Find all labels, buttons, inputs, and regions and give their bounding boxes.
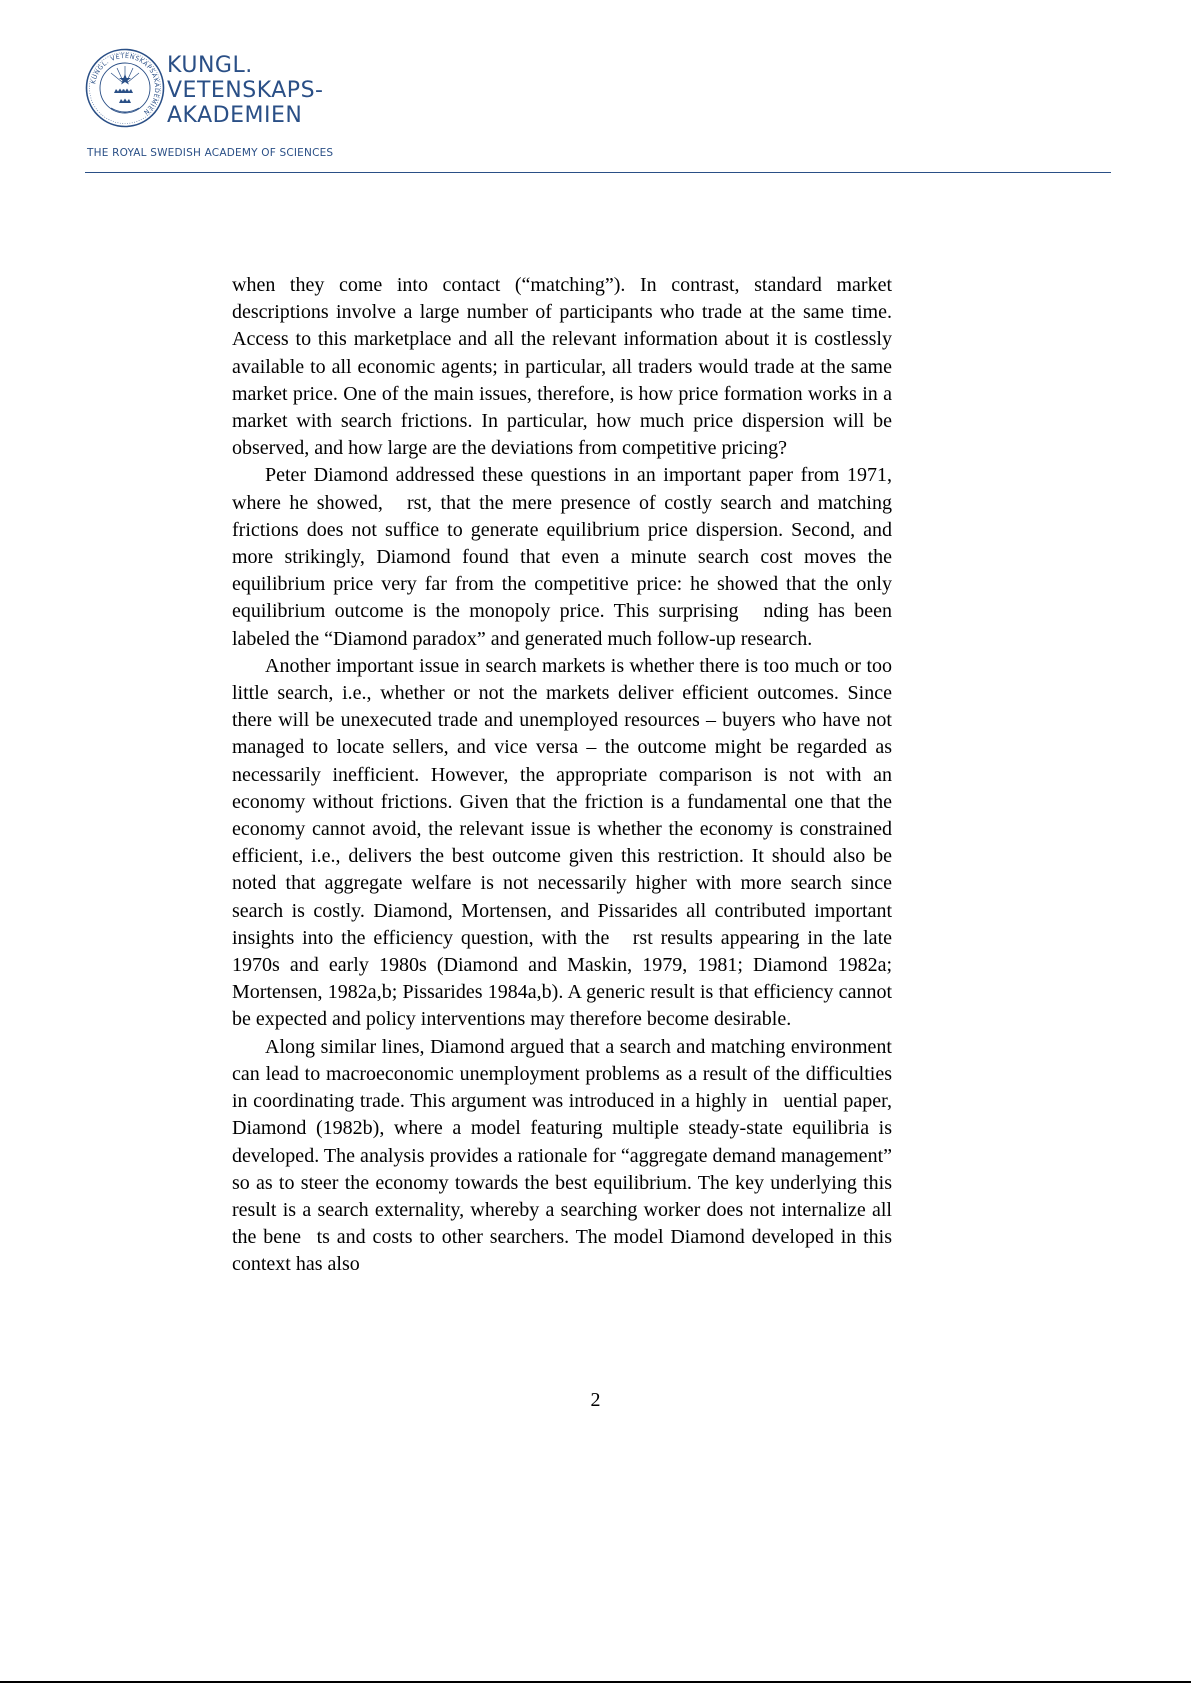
academy-name-line-1: KUNGL. <box>167 53 253 78</box>
svg-text:KUNGL. VETENSKAPSAKADEMIEN: KUNGL. VETENSKAPSAKADEMIEN <box>90 52 161 116</box>
paragraph-1: when they come into contact (“matching”). In contrast, standard market descriptions involve a large number of participants who trade at the same time. Access to this marketplace and all the relevant information about it is costlessly available to all economic agents; in particular, all traders would trade at the same market price. One of the main issues, therefore, is how price formation works in a market with search frictions. In particular, how much price dispersion will be observed, and how large are the deviations from competitive pricing? <box>232 274 892 460</box>
document-body <box>232 272 892 1279</box>
paragraph-2: Peter Diamond addressed these questions in an important paper from 1971, where he showed,  rst, that the mere presence of costly search and matching frictions does not suffice to generate equilibrium price dispersion. Second, and more strikingly, Diamond found that even a minute search cost moves the equilibrium price very far from the competitive price: he showed that the only equilibrium outcome is the monopoly price. This surprising  nding has been labeled the “Diamond paradox” and generated much follow-up research. <box>232 464 892 650</box>
academy-name-line-3: AKADEMIEN <box>167 103 303 128</box>
page-number: 2 <box>590 1389 601 1411</box>
paragraph-4: Along similar lines, Diamond argued that a search and matching environment can lead to macroeconomic unemployment problems as a result of the difficulties in coordinating trade. This argument was introduced in a highly in uential paper, Diamond (1982b), where a model featuring multiple steady-state equilibria is developed. The analysis provides a rationale for “aggregate demand management” so as to steer the economy towards the best equilibrium. The key underlying this result is a search externality, whereby a searching worker does not internalize all the bene ts and costs to other searchers. The model Diamond developed in this context has also <box>232 1035 892 1276</box>
academy-subtitle: THE ROYAL SWEDISH ACADEMY OF SCIENCES <box>87 147 334 159</box>
academy-seal-logo <box>85 48 165 128</box>
page-header <box>85 48 1111 173</box>
paragraph-3: Another important issue in search markets is whether there is too much or too little search, i.e., whether or not the markets deliver efficient outcomes. Since there will be unexecuted trade and unemployed resources – buyers who have not managed to locate sellers, and vice versa – the outcome might be regarded as necessarily inefficient. However, the appropriate comparison is not with an economy without frictions. Given that the friction is a fundamental one that the economy cannot avoid, the relevant issue is whether the economy is constrained efficient, i.e., delivers the best outcome given this restriction. It should also be noted that aggregate welfare is not necessarily higher with more search since search is costly. Diamond, Mortensen, and Pissarides all contributed important insights into the efficiency question, with the  rst results appearing in the late 1970s and early 1980s (Diamond and Maskin, 1979, 1981; Diamond 1982a; Mortensen, 1982a,b; Pissarides 1984a,b). A generic result is that efficiency cannot be expected and policy interventions may therefore become desirable. <box>232 654 892 1031</box>
academy-name-line-2: VETENSKAPS- <box>167 78 324 103</box>
academy-name <box>167 53 323 128</box>
bottom-divider <box>0 1681 1191 1683</box>
